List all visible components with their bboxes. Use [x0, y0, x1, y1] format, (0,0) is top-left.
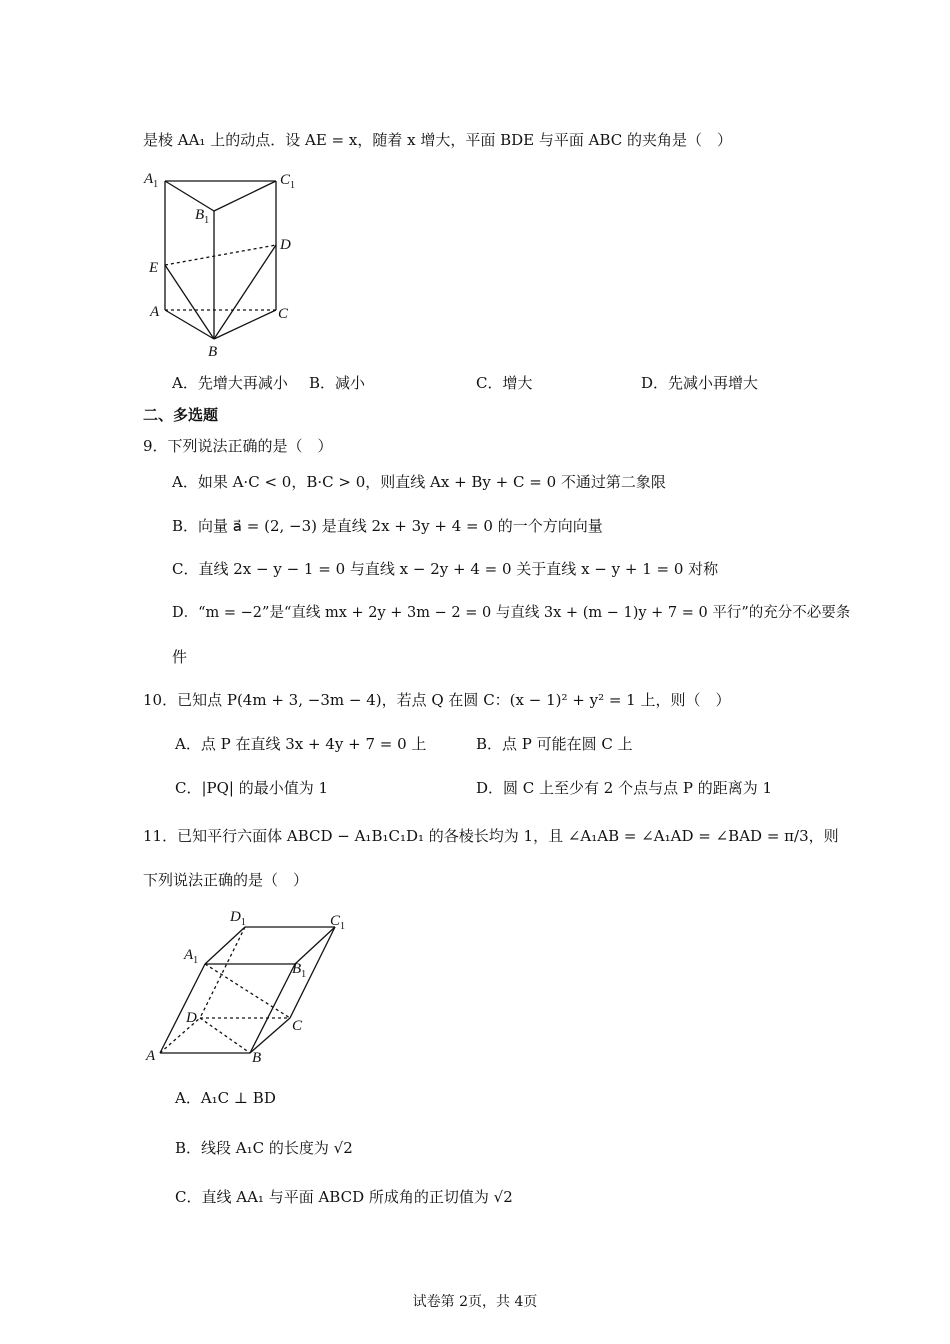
- q8-option-c: C．增大: [476, 374, 533, 392]
- q9-option-d-line1: D．“m = −2”是“直线 mx + 2y + 3m − 2 = 0 与直线 3x + (m − 1)y + 7 = 0 平行”的充分不必要条: [172, 605, 851, 621]
- label-A1-2: $A_1$: [184, 947, 199, 966]
- label-E: E: [149, 260, 159, 276]
- q10-option-c: C．|PQ| 的最小值为 1: [175, 779, 329, 797]
- label-B-2: B: [252, 1050, 262, 1066]
- q9-option-b: B．向量 a⃗ = (2, −3) 是直线 2x + 3y + 4 = 0 的一个方向向量: [172, 517, 603, 535]
- q11-stem-line1: 11．已知平行六面体 ABCD − A₁B₁C₁D₁ 的各棱长均为 1，且 ∠A₁AB = ∠A₁AD = ∠BAD = π/3，则: [143, 827, 839, 845]
- q11-stem-line2: 下列说法正确的是（ ）: [143, 871, 309, 889]
- q8-stem: 是棱 AA₁ 上的动点．设 AE = x，随着 x 增大，平面 BDE 与平面 ABC 的夹角是（ ）: [143, 131, 733, 149]
- q8-option-d: D．先减小再增大: [641, 374, 759, 392]
- label-C: C: [278, 306, 289, 322]
- label-D: D: [280, 237, 291, 253]
- label-A: A: [150, 304, 160, 320]
- q11-option-a: A．A₁C ⊥ BD: [175, 1089, 276, 1107]
- label-C1: $C_1$: [280, 172, 296, 191]
- q10-option-b: B．点 P 可能在圆 C 上: [476, 735, 633, 753]
- section-title: 二、多选题: [143, 406, 219, 424]
- q9-option-d-line2: 件: [172, 648, 188, 666]
- label-B1: $B_1$: [195, 207, 210, 226]
- q11-option-b: B．线段 A₁C 的长度为 √2: [175, 1139, 353, 1157]
- q9-option-a: A．如果 A·C < 0，B·C > 0，则直线 Ax + By + C = 0 不通过第二象限: [172, 473, 666, 491]
- parallelepiped-figure: [140, 905, 360, 1070]
- label-C1-2: $C_1$: [330, 913, 346, 932]
- label-A-2: A: [146, 1048, 156, 1064]
- label-B1-2: $B_1$: [292, 961, 307, 980]
- label-B: B: [208, 344, 218, 360]
- q9-stem: 9．下列说法正确的是（ ）: [143, 437, 333, 455]
- q11-option-c: C．直线 AA₁ 与平面 ABCD 所成角的正切值为 √2: [175, 1188, 513, 1206]
- q8-option-a: A．先增大再减小: [172, 374, 288, 392]
- q10-stem: 10．已知点 P(4m + 3, −3m − 4)，若点 Q 在圆 C：(x − 1)² + y² = 1 上，则（ ）: [143, 691, 731, 709]
- prism-figure: [140, 165, 310, 365]
- page-footer: 试卷第 2页，共 4页: [412, 1294, 538, 1310]
- label-C-2: C: [292, 1018, 303, 1034]
- q9-option-c: C．直线 2x − y − 1 = 0 与直线 x − 2y + 4 = 0 关于直线 x − y + 1 = 0 对称: [172, 560, 719, 578]
- label-D1: $D_1$: [230, 909, 246, 928]
- label-D-2: D: [186, 1010, 197, 1026]
- label-A1: $A_1$: [144, 171, 159, 190]
- q10-option-d: D．圆 C 上至少有 2 个点与点 P 的距离为 1: [476, 779, 773, 797]
- q10-option-a: A．点 P 在直线 3x + 4y + 7 = 0 上: [175, 735, 427, 753]
- q8-option-b: B．减小: [309, 374, 366, 392]
